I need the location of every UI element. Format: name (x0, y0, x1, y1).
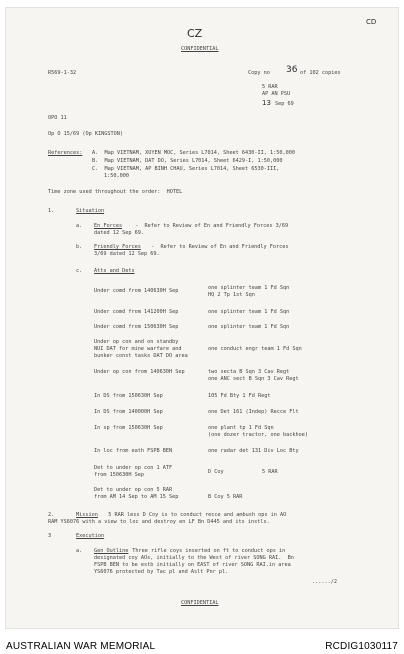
att-row-9-left: In loc from eath FSPB BEN (94, 448, 173, 454)
att-row-2-left: Under comd from 141200H Sep (94, 309, 179, 315)
reference-c-scale: 1:50,000 (104, 173, 129, 179)
att-row-7-left: In DS from 140000H Sep (94, 409, 163, 415)
reference-c: C. Map VIETNAM, AP BINH CHAU, Series L7014, Sheet 6530-III, (92, 166, 280, 172)
att-row-6-right: 105 Fd Bty 1 Fd Regt (208, 393, 271, 399)
att-row-7-right: one Det 161 (Indep) Recce Flt (208, 409, 299, 415)
section-1b-letter: b. (76, 244, 83, 250)
document-page (6, 8, 398, 628)
operation-number: Op O 15/69 (Op KINGSTON) (48, 131, 123, 137)
att-row-5-right2: one ANC sect B Sqn 3 Cav Regt (208, 376, 299, 382)
att-row-10-right: D Coy (208, 469, 224, 475)
att-row-11-left: Det to under op con 5 RAR (94, 487, 173, 493)
section-1c-letter: c. (76, 268, 83, 274)
file-reference: R569-1-32 (48, 70, 77, 76)
att-row-1-right: one splinter team 1 Fd Sqn (208, 285, 290, 291)
section-3a-text2: designated coy AOs, initially to the West of river SONG RAI. Bn (94, 555, 294, 561)
att-row-6-left: In DS from 150630H Sep (94, 393, 163, 399)
section-3a-text4: YS6076 protected by Tac pl and Aslt Pnr pl. (94, 569, 229, 575)
att-row-3-right: one splinter team 1 Fd Sqn (208, 324, 290, 330)
section-1a-text: - Refer to Review of En and Friendly Forces 3/69 (132, 223, 289, 229)
footer-archive-name: AUSTRALIAN WAR MEMORIAL (6, 641, 156, 652)
reference-b: B. Map VIETNAM, DAT DO, Series L7014, Sheet 6429-I, 1:50,000 (92, 158, 283, 164)
date-rest: Sep 69 (275, 101, 294, 107)
copy-number: 36 (286, 65, 298, 75)
section-1c-title: Atts and Dets (94, 268, 135, 274)
section-3-title: Execution (76, 533, 105, 539)
section-1b-text: - Refer to Review of En and Friendly Forces (148, 244, 289, 250)
section-2-title: Mission (76, 512, 98, 518)
section-1a-text2: dated 12 Sep 69. (94, 230, 144, 236)
att-row-10-left2: from 150630H Sep (94, 472, 144, 478)
classification-bottom: CONFIDENTIAL (181, 600, 219, 606)
att-row-9-right: one radar det 131 Div Loc Bty (208, 448, 299, 454)
att-row-4-left: Under op con and on standby (94, 339, 179, 345)
post-address: AP AN PSU (262, 91, 291, 97)
att-row-8-left: In sp from 150630H Sep (94, 425, 163, 431)
section-3-number: 3 (48, 533, 52, 539)
continuation-marker: ....../2 (312, 579, 337, 585)
reference-a: A. Map VIETNAM, XUYEN MOC, Series L7014, Sheet 6430-II, 1:50,000 (92, 150, 296, 156)
section-1-number: 1. (48, 208, 55, 214)
att-row-5-left: Under op con from 140630H Sep (94, 369, 185, 375)
att-row-8-right2: (one dozer tractor, one backhoe) (208, 432, 308, 438)
footer-record-id: RCDIG1030117 (325, 641, 398, 652)
att-row-10-right3: 5 RAR (262, 469, 278, 475)
section-1a-title: En Forces (94, 223, 123, 229)
att-row-11-left2: from AM 14 Sep to AM 15 Sep (94, 494, 179, 500)
att-row-10-left: Det to under op con 1 ATF (94, 465, 173, 471)
att-row-5-right: two secta B Sqn 3 Cav Regt (208, 369, 290, 375)
references-label: References: (48, 150, 83, 156)
classification-top: CONFIDENTIAL (181, 46, 219, 52)
opo-number: OPO 11 (48, 115, 67, 121)
section-2-text: 5 RAR less D Coy is to conduct recce and ambush ops in AO (102, 512, 287, 518)
section-3a-text: Three rifle coys inserted on ft to conduct ops in (126, 548, 286, 554)
section-2-number: 2. (48, 512, 55, 518)
att-row-4-left3: bunker const tasks DAT DO area (94, 353, 188, 359)
time-zone: Time zone used throughout the order: HOTEL (48, 189, 183, 195)
handwritten-cz: CZ (187, 27, 203, 40)
date-day: 13 (262, 99, 271, 107)
att-row-2-right: one splinter team 1 Fd Sqn (208, 309, 290, 315)
section-1-title: Situation (76, 208, 105, 214)
att-row-8-right: one plant tp 1 Fd Sqn (208, 425, 274, 431)
section-1b-text2: 3/69 dated 12 Sep 69. (94, 251, 160, 257)
att-row-4-left2: NUI DAT for mine warfare and (94, 346, 182, 352)
section-3a-title: Gen Outline (94, 548, 129, 554)
att-row-4-right: one conduct engr team 1 Fd Sqn (208, 346, 302, 352)
handwritten-cd: CD (366, 18, 377, 26)
section-1a-letter: a. (76, 223, 83, 229)
copy-label: Copy no (248, 70, 270, 76)
unit: 5 RAR (262, 84, 278, 90)
section-3a-letter: a. (76, 548, 83, 554)
section-3a-text3: FSPB BEN to be estb initially on EAST of river SONG RAI.in area (94, 562, 291, 568)
copy-total: of 102 copies (300, 70, 341, 76)
section-2-text2: RAM YS6076 with a view to loc and destroy en LF Bn D445 and its instls. (48, 519, 270, 525)
att-row-3-left: Under comd from 150630H Sep (94, 324, 179, 330)
att-row-1-left: Under comd from 140630H Sep (94, 288, 179, 294)
att-row-1-right2: HQ 2 Tp 1st Sqn (208, 292, 255, 298)
att-row-11-right: B Coy 5 RAR (208, 494, 243, 500)
section-1b-title: Friendly Forces (94, 244, 141, 250)
